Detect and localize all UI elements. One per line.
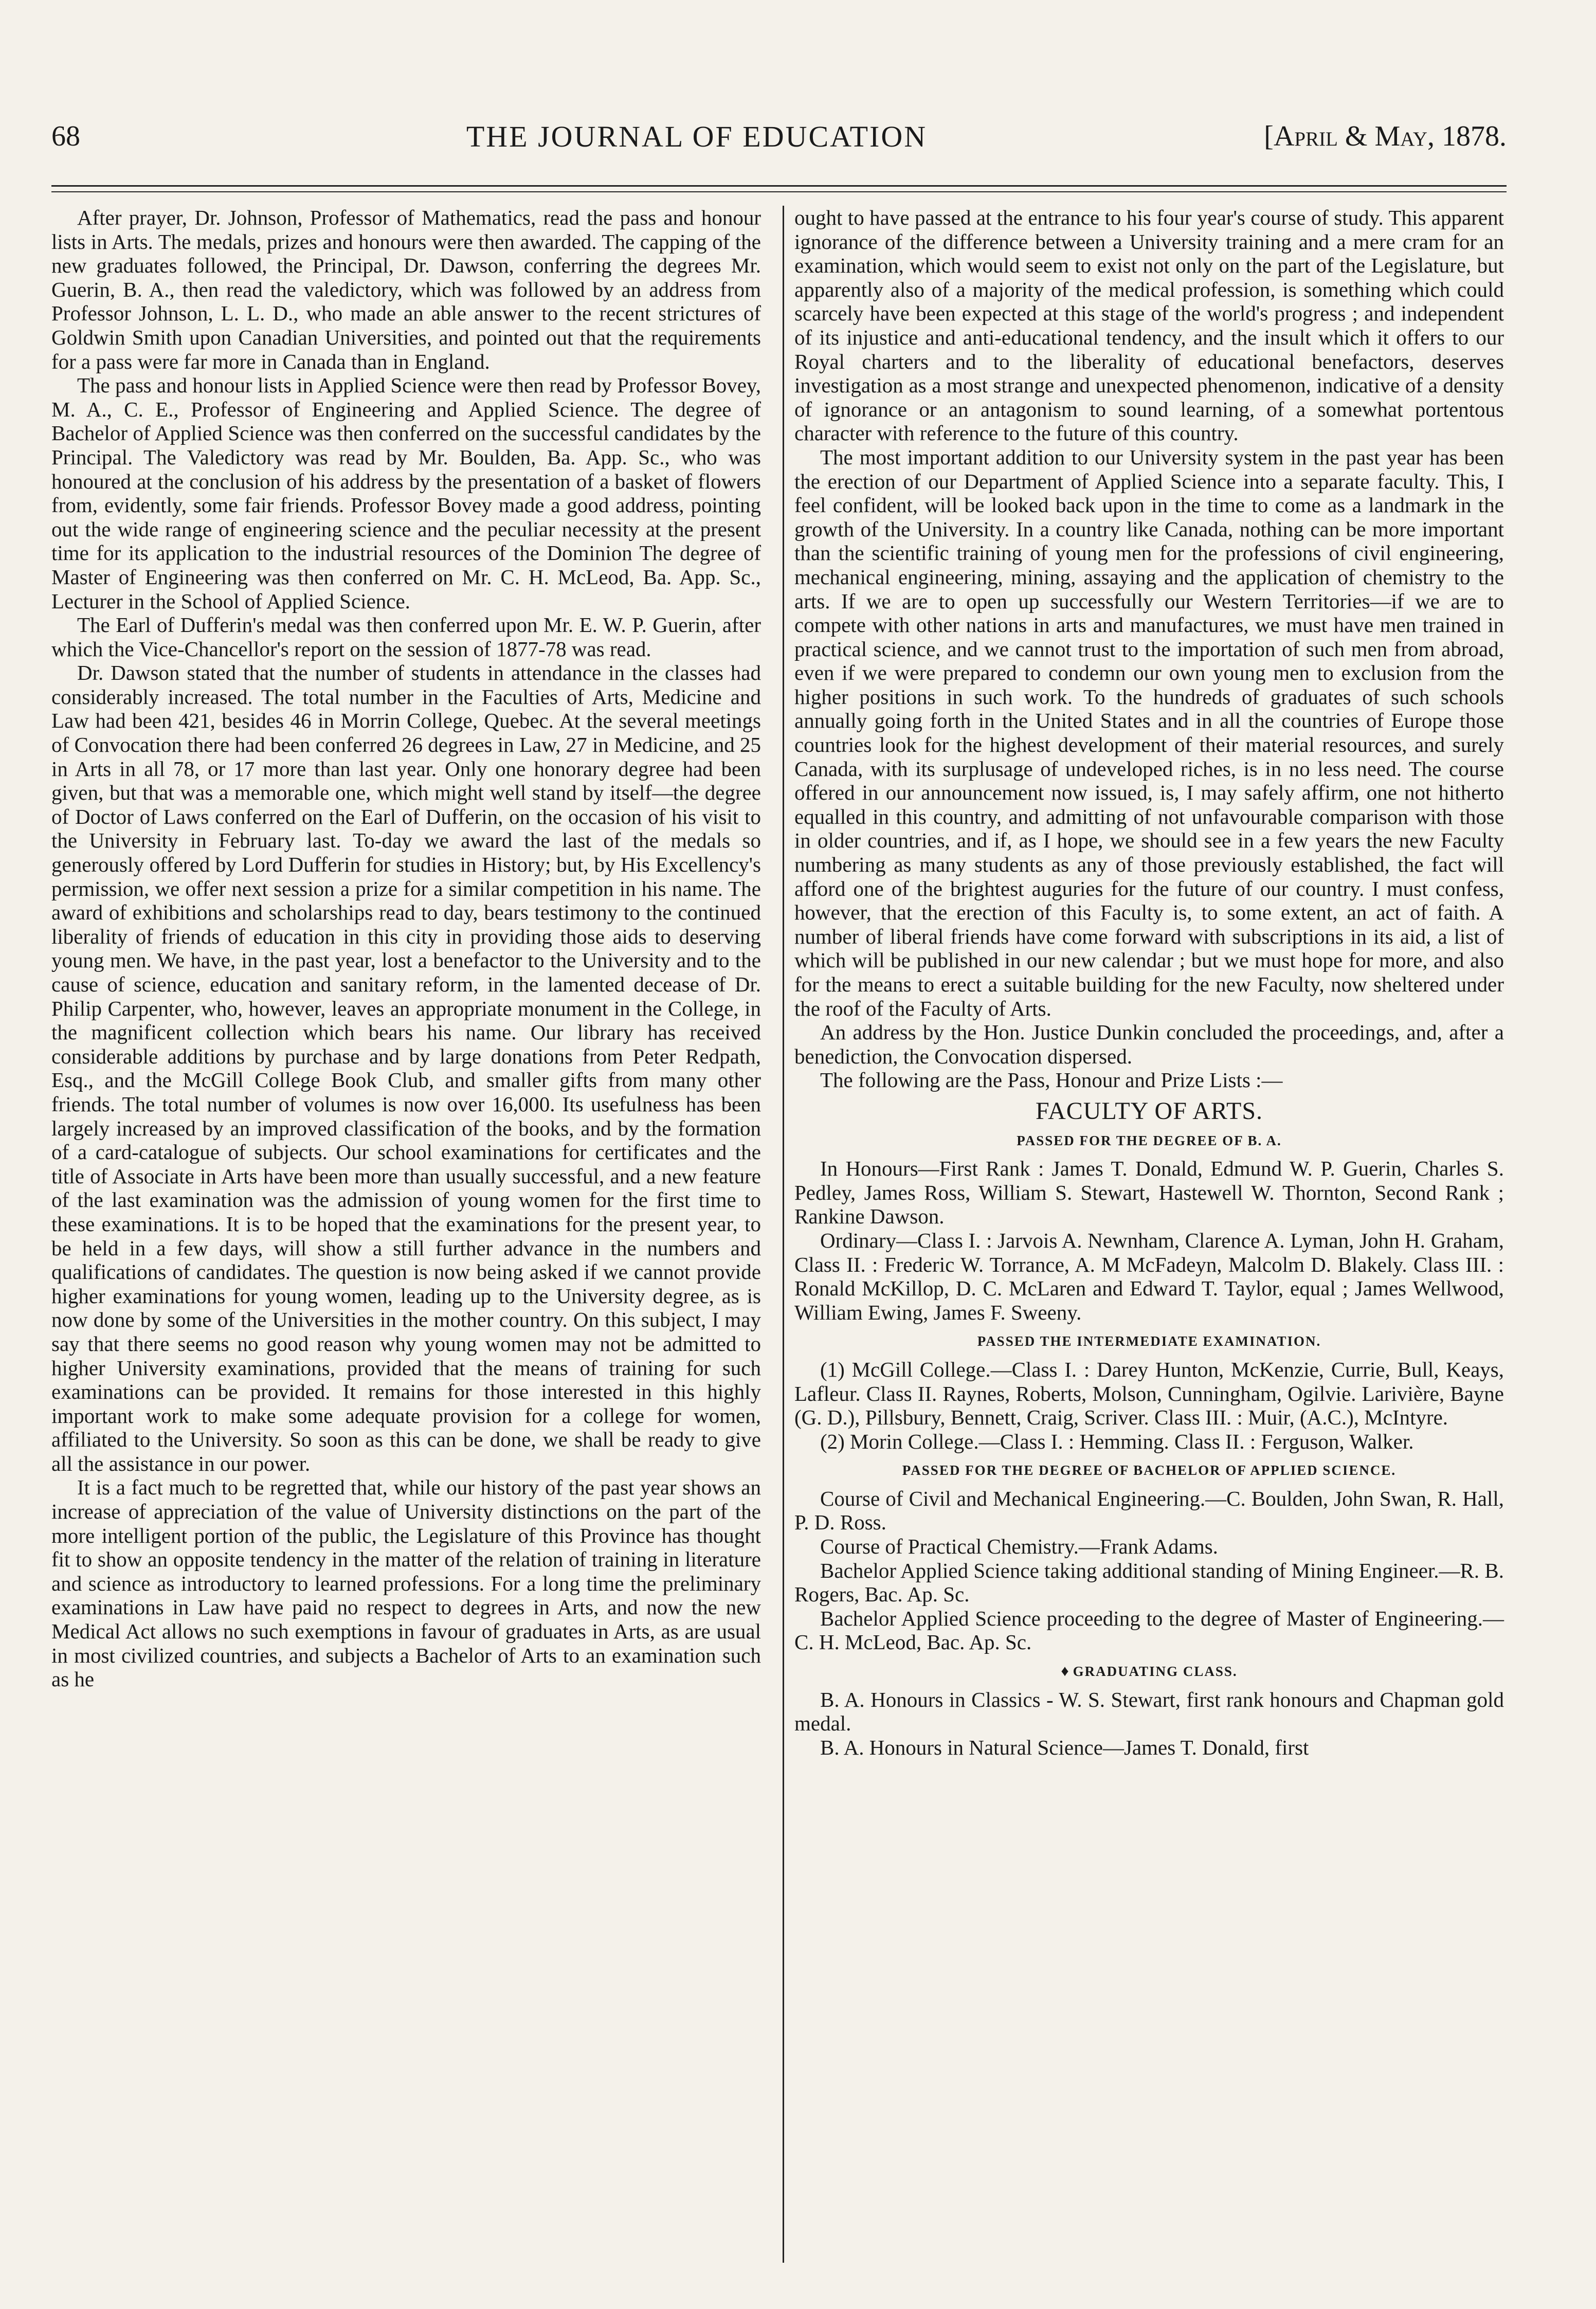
bullet-icon: ♦ [1061,1663,1070,1680]
paragraph: The following are the Pass, Honour and Prize Lists :— [820,1068,1283,1092]
issue-date: [April & May, 1878. [1264,120,1507,152]
section-subheading: PASSED THE INTERMEDIATE EXAMINATION. [977,1333,1321,1349]
paragraph: After prayer, Dr. Johnson, Professor of Mathematics, read the pass and honour lists in Arts. The medals, prizes and honours were then awarded. The capping of the new graduates followed, the Principal, Dr. Dawson, conferring the degrees Mr. Guerin, B. A., then read the valedictory, which was followed by an address from Professor Johnson, L. L. D., who made an able answer to the recent strictures of Goldwin Smith upon Canadian Universities, and pointed out that the requirements for a pass were far more in Canada than in England. [51,206,761,373]
list-entry: Course of Practical Chemistry.—Frank Adams. [820,1535,1218,1559]
list-entry: B. A. Honours in Classics - W. S. Stewart, first rank honours and Chapman gold medal. [794,1687,1504,1736]
paragraph: Dr. Dawson stated that the number of students in attendance in the classes had considerably increased. The total number in the Faculties of Arts, Medicine and Law had been 421, besides 46 in Morrin College, Quebec. At the several meetings of Convocation there had been conferred 26 degrees in Law, 27 in Medicine, and 25 in Arts in all 78, or 17 more than last year. Only one honorary degree had been given, but that was a memorable one, which might well stand by itself—the degree of Doctor of Laws conferred on the Earl of Dufferin, on the occasion of his visit to the University in February last. To-day we award the last of the medals so generously offered by Lord Dufferin for studies in History; but, by His Excellency's permission, we offer next session a prize for a similar competition in his name. The award of exhibitions and scholarships read to day, bears testimony to the continued liberality of friends of education in this city in providing those aids to deserving young men. We have, in the past year, lost a benefactor to the University and to the cause of science, education and sanitary reform, in the lamented decease of Dr. Philip Carpenter, who, however, leaves an appropriate monument in the College, in the magnificent collection which bears his name. Our library has received considerable additions by purchase and by large donations from Peter Redpath, Esq., and the McGill College Book Club, and smaller gifts from many other friends. The total number of volumes is now over 16,000. Its usefulness has been largely increased by an improved classification of the books, and by the formation of a card-catalogue of subjects. Our school examinations for certificates and the title of Associate in Arts have been more than usually successful, and a new feature of the last examination was the admission of young women for the first time to these examinations. It is to be hoped that the examinations for the present year, to be held in a few days, will show a still further advance in the numbers and qualifications of candidates. The question is now being asked if we cannot provide higher examinations for young women, leading up to the University degree, as is now done by some of the Universities in the mother country. On this subject, I may say that there seems no good reason why young women may not be admitted to higher University examinations, provided that the means of training for such examinations can be provided. It remains for those interested in this highly important work to make some adequate provision for a college for women, affiliated to the University. So soon as this can be done, we shall be ready to give all the assistance in our power. [51,661,761,1475]
paragraph: ought to have passed at the entrance to his four year's course of study. This apparent ignorance of the difference between a University training and a mere cram for an examination, which would seem to exist not only on the part of the Legislature, but apparently also of a majority of the medical profession, is something which could scarcely have been expected at this stage of the world's progress ; and independent of its injustice and anti-educational tendency, and the insult which it offers to our Royal charters and to the liberality of educational benefactors, deserves investigation as a most strange and unexpected phenomenon, indicative of a density of ignorance or an antagonism to sound learning, of a somewhat portentous character with reference to the future of this country. [794,206,1504,445]
paragraph: The pass and honour lists in Applied Science were then read by Professor Bovey, M. A., C. E., Professor of Engineering and Applied Science. The degree of Bachelor of Applied Science was then conferred on the successful candidates by the Principal. The Valedictory was read by Mr. Boulden, Ba. App. Sc., who was honoured at the conclusion of his address by the presentation of a basket of flowers from, evidently, some fair friends. Professor Bovey made a good address, pointing out the wide range of engineering science and the peculiar necessity at the present time for its application to the industrial resources of the Dominion The degree of Master of Engineering was then conferred on Mr. C. H. McLeod, Ba. App. Sc., Lecturer in the School of Applied Science. [51,373,761,613]
paragraph: It is a fact much to be regretted that, while our history of the past year shows an increase of appreciation of the value of University distinctions on the part of the more intelligent portion of the public, the Legislature of this Province has thought fit to show an opposite tendency in the matter of the relation of training in literature and science as introductory to learned professions. For a long time the preliminary examinations in Law have paid no respect to degrees in Arts, and now the new Medical Act allows no such exemptions in favour of graduates in Arts, as are usual in most civilized countries, and subjects a Bachelor of Arts to an examination such as he [51,1475,761,1691]
left-column [51,206,761,1691]
faculty-heading: FACULTY OF ARTS. [1035,1097,1263,1125]
journal-page [51,113,1507,2273]
section-subheading [794,1659,1504,1684]
list-entry: In Honours—First Rank : James T. Donald, Edmund W. P. Guerin, Charles S. Pedley, James Ross, William S. Stewart, Hastewell W. Thornton, Second Rank ; Rankine Dawson. [794,1157,1504,1229]
list-entry: (1) McGill College.—Class I. : Darey Hunton, McKenzie, Currie, Bull, Keays, Lafleur. Class II. Raynes, Roberts, Molson, Cunningham, Ogilvie. Larivière, Bayne (G. D.), Pillsbury, Bennett, Craig, Scriver. Class III. : Muir, (A.C.), McIntyre. [794,1357,1504,1430]
header-rule-top [51,185,1507,187]
paragraph: An address by the Hon. Justice Dunkin concluded the proceedings, and, after a benediction, the Convocation dispersed. [794,1020,1504,1068]
paragraph: The most important addition to our University system in the past year has been the erection of our Department of Applied Science into a separate faculty. This, I feel confident, will be looked back upon in the time to come as a landmark in the growth of the University. In a country like Canada, nothing can be more important than the scientific training of young men for the professions of civil engineering, mechanical engineering, mining, assaying and the application of chemistry to the arts. If we are to open up successfully our Western Territories—if we are to compete with other nations in arts and manufactures, we must have men trained in practical science, and we cannot trust to the importation of such men from abroad, even if we were prepared to condemn our own young men to exclusion from the higher positions in such work. To the hundreds of graduates of such schools annually going forth in the United States and in all the countries of Europe those countries look for the highest development of their material resources, and surely Canada, with its surplusage of undeveloped riches, is in no less need. The course offered in our announcement now issued, is, I may safely affirm, one not hitherto equalled in this country, and admitting of not unfavourable comparison with those in older countries, and if, as I hope, we should see in a few years the new Faculty numbering as many students as any of those previously established, the fact will afford one of the brightest auguries for the future of our country. I must confess, however, that the erection of this Faculty is, to some extent, an act of faith. A number of liberal friends have come forward with subscriptions in its aid, a list of which will be published in our new calendar ; but we must hope for more, and also for the means to erect a suitable building for the new Faculty, now sheltered under the roof of the Faculty of Arts. [794,445,1504,1020]
list-entry: Ordinary—Class I. : Jarvois A. Newnham, Clarence A. Lyman, John H. Graham, Class II. : Frederic W. Torrance, A. M McFadeyn, Malcolm D. Blakely. Class III. : Ronald McKillop, D. C. McLaren and Edward T. Taylor, equal ; James Wellwood, William Ewing, James F. Sweeny. [794,1228,1504,1324]
list-entry: Bachelor Applied Science proceeding to the degree of Master of Engineering.—C. H. McLeod, Bac. Ap. Sc. [794,1606,1504,1654]
graduating-heading: GRADUATING CLASS. [1073,1664,1238,1680]
article-columns [51,206,1507,2263]
list-entry: (2) Morin College.—Class I. : Hemming. Class II. : Ferguson, Walker. [820,1429,1414,1453]
page-header [51,113,1507,159]
header-rule-bottom [51,191,1507,192]
list-entry: B. A. Honours in Natural Science—James T. Donald, first [820,1735,1309,1759]
list-entry: Bachelor Applied Science taking additional standing of Mining Engineer.—R. B. Rogers, Bac. Ap. Sc. [794,1558,1504,1607]
paragraph: The Earl of Dufferin's medal was then conferred upon Mr. E. W. P. Guerin, after which the Vice-Chancellor's report on the session of 1877-78 was read. [51,613,761,661]
column-divider [783,206,784,2263]
section-subheading: PASSED FOR THE DEGREE OF B. A. [1017,1132,1282,1148]
list-entry: Course of Civil and Mechanical Engineering.—C. Boulden, John Swan, R. Hall, P. D. Ross. [794,1486,1504,1535]
section-subheading: PASSED FOR THE DEGREE OF BACHELOR OF APPLIED SCIENCE. [902,1463,1396,1478]
page-number: 68 [51,120,80,152]
right-column [794,206,1504,1759]
journal-title: THE JOURNAL OF EDUCATION [466,119,928,153]
